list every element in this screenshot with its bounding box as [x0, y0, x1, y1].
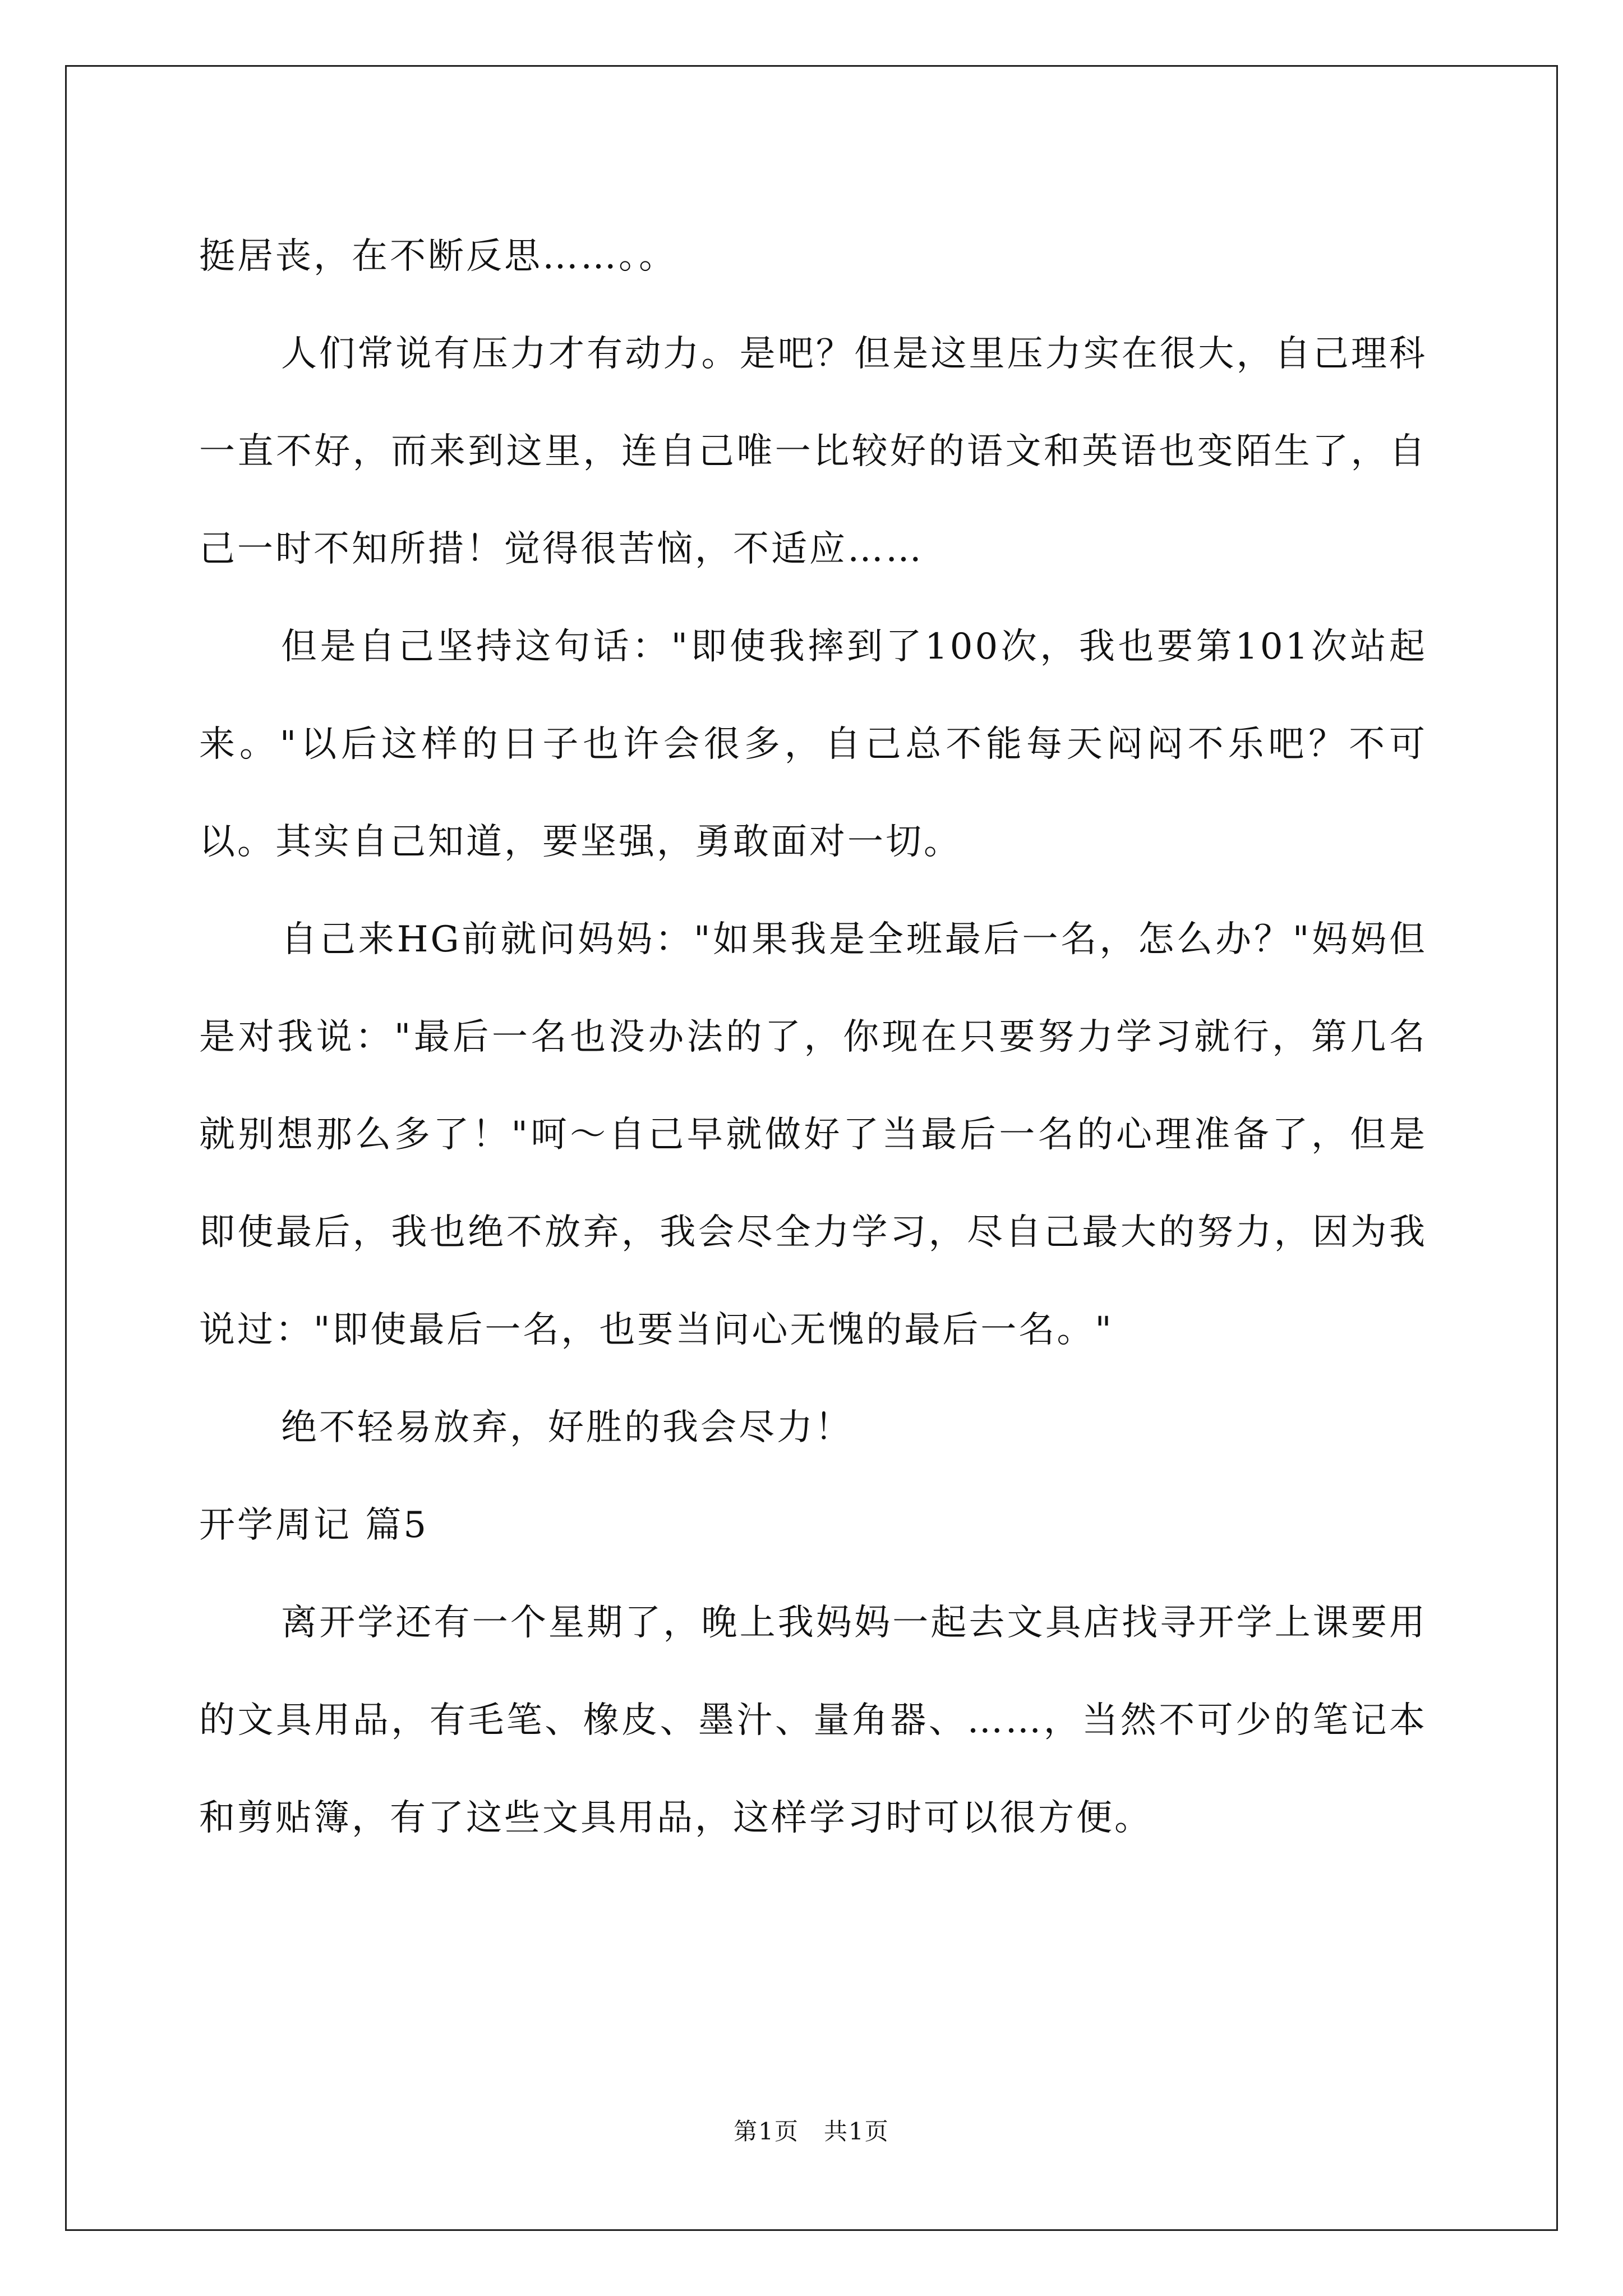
paragraph-continuation: 挺居丧，在不断反思……。。 — [199, 236, 677, 277]
page-number-footer: 第1页 共1页 — [734, 2118, 889, 2145]
paragraph-mother-dialogue: 自己来HG前就问妈妈："如果我是全班最后一名，怎么办？"妈妈但是对我说："最后一名也没办法的了，你现在只要努力学习就行，第几名就别想那么多了！"呵～自己早就做好了当最后一名的心理准备了，但是即使最后，我也绝不放弃，我会尽全力学习，尽自己最大的努力，因为我说过："即使最后一名，也要当问心无愧的最后一名。" — [199, 919, 1427, 1351]
document-body — [199, 208, 1427, 1867]
paragraph-stationery: 离开学还有一个星期了，晚上我妈妈一起去文具店找寻开学上课要用的文具用品，有毛笔、橡皮、墨汁、量角器、……，当然不可少的笔记本和剪贴簿，有了这些文具用品，这样学习时可以很方便。 — [199, 1602, 1427, 1839]
paragraph-pressure: 人们常说有压力才有动力。是吧？但是这里压力实在很大，自己理科一直不好，而来到这里，连自己唯一比较好的语文和英语也变陌生了，自己一时不知所措！觉得很苦恼，不适应…… — [199, 333, 1427, 570]
paragraph-persistence: 但是自己坚持这句话："即使我摔到了100次，我也要第101次站起来。"以后这样的日子也许会很多，自己总不能每天闷闷不乐吧？不可以。其实自己知道，要坚强，勇敢面对一切。 — [199, 626, 1427, 863]
section-heading: 开学周记 篇5 — [199, 1504, 429, 1546]
paragraph-never-give-up: 绝不轻易放弃，好胜的我会尽力！ — [281, 1407, 853, 1448]
